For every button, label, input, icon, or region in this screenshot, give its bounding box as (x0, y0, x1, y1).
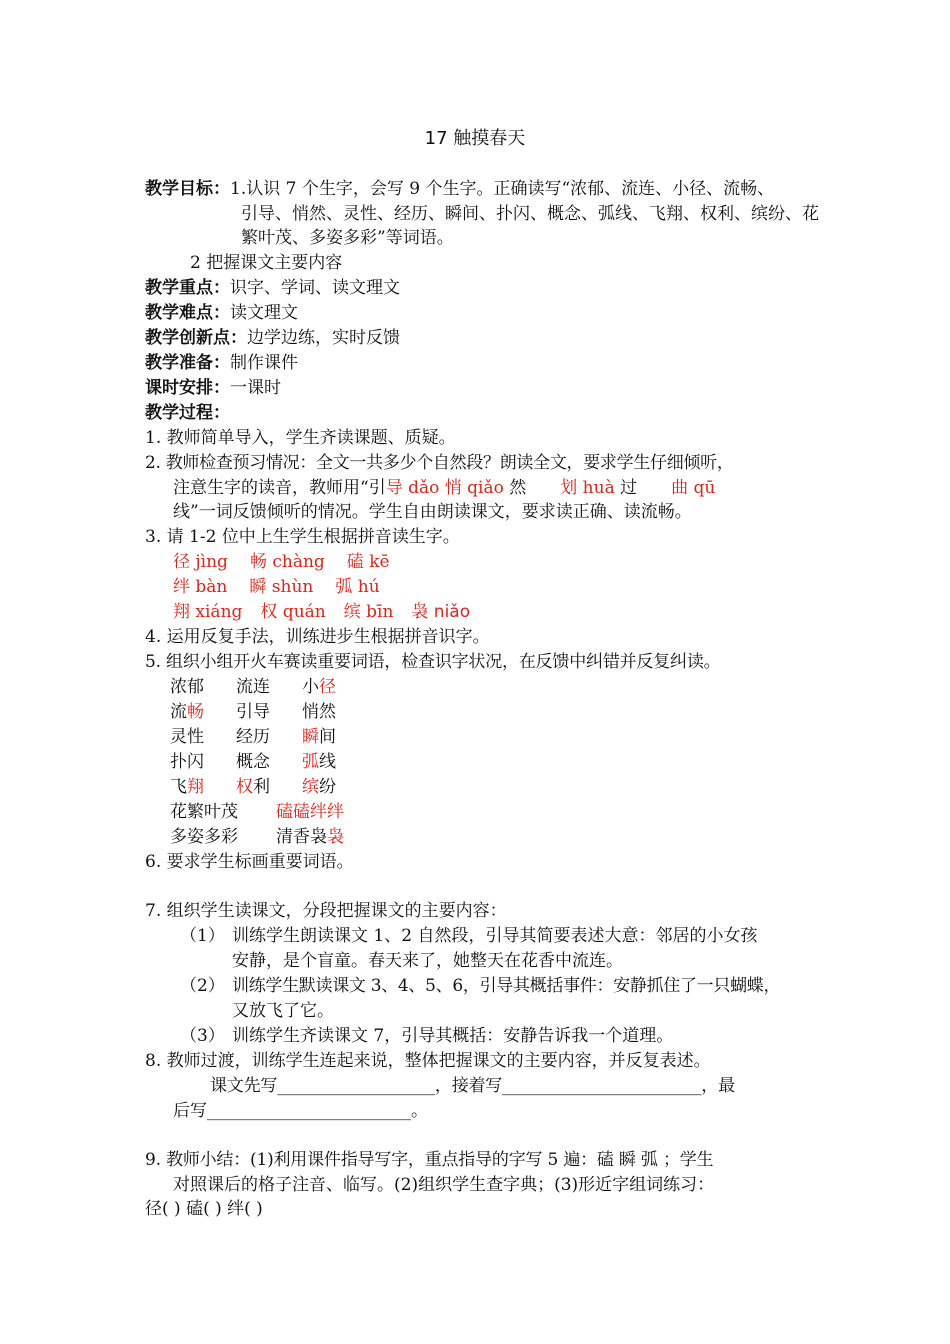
preparation-label: 教学准备： (145, 353, 230, 373)
innovation-value: 边学边练，实时反馈 (247, 328, 400, 348)
goal-label: 教学目标： (145, 179, 230, 199)
sub-1-num: （1） (180, 926, 225, 946)
word-row-3 (170, 725, 336, 749)
step-8-line-1: 8. 教师过渡，训练学生连起来说，整体把握课文的主要内容，并反复表述。 (145, 1051, 711, 1071)
process-label: 教学过程： (145, 403, 230, 423)
word-red: 径 (319, 677, 336, 697)
word-red: 权 (236, 777, 253, 797)
word: 清香袅 (276, 827, 327, 847)
pinyin-item: 磕 kē (346, 552, 390, 572)
step-8-line-3: 后写________________________。 (173, 1101, 428, 1121)
word: 概念 (236, 752, 270, 772)
step-9-line-3: 径( ) 磕( ) 绊( ) (145, 1199, 263, 1219)
word-row-4 (170, 750, 336, 774)
sub-1-line-2: 安静，是个盲童。春天来了，她整天在花香中流连。 (232, 951, 623, 971)
pinyin-item: 翔 xiáng (173, 602, 243, 622)
step-2-red-3: 曲 qū (671, 478, 716, 498)
word-row-5 (170, 775, 336, 799)
step-9-line-2: 对照课后的格子注音、临写。(2)组织学生查字典；(3)形近字组词练习： (173, 1175, 715, 1195)
pinyin-item: 弧 hú (335, 577, 380, 597)
sub-2-line-1 (180, 974, 780, 998)
step-2-red-1: 导 dǎo 悄 qiǎo (385, 478, 504, 498)
word-red: 翔 (187, 777, 204, 797)
goal-text-2: 引导、悄然、灵性、经历、瞬间、扑闪、概念、弧线、飞翔、权利、缤纷、花 (241, 204, 819, 224)
pinyin-item: 畅 chàng (249, 552, 325, 572)
word-row-7 (170, 825, 344, 849)
sub-1-text: 训练学生朗读课文 1、2 自然段，引导其简要表述大意：邻居的小女孩 (232, 926, 758, 946)
pinyin-item: 瞬 shùn (249, 577, 314, 597)
difficulty-row (145, 301, 298, 325)
word: 经历 (236, 727, 270, 747)
step-5: 5. 组织小组开火车赛读重要词语，检查识字状况，在反馈中纠错并反复纠读。 (145, 652, 721, 672)
focus-value: 识字、学词、读文理文 (230, 278, 400, 298)
step-6: 6. 要求学生标画重要词语。 (145, 852, 354, 872)
word: 小 (302, 677, 319, 697)
step-2-line-1: 2. 教师检查预习情况：全文一共多少个自然段？朗读全文，要求学生仔细倾听， (145, 453, 734, 473)
word: 灵性 (170, 727, 204, 747)
word-red: 缤 (302, 777, 319, 797)
sub-1-line-1 (180, 924, 757, 948)
sub-2-text: 训练学生默读课文 3、4、5、6，引导其概括事件：安静抓住了一只蝴蝶， (232, 976, 781, 996)
word: 流 (170, 702, 187, 722)
word: 纷 (319, 777, 336, 797)
step-8-line-2: 课文先写___________________，接着写________________________，最 (210, 1076, 735, 1096)
word: 流连 (236, 677, 270, 697)
step-2-text-b: 然 (503, 478, 527, 498)
pinyin-item: 权 quán (260, 602, 326, 622)
step-2-line-2 (173, 476, 715, 500)
word-red: 畅 (187, 702, 204, 722)
pinyin-item: 缤 bīn (343, 602, 394, 622)
word-red: 袅 (327, 827, 344, 847)
pinyin-item: 径 jìng (173, 552, 228, 572)
word: 利 (253, 777, 270, 797)
step-2-text-c: 过 (614, 478, 638, 498)
step-9-line-1: 9. 教师小结：(1)利用课件指导写字，重点指导的字写 5 遍：磕 瞬 弧 ；学生 (145, 1150, 714, 1170)
sub-3-num: （3） (180, 1026, 225, 1046)
step-1: 1. 教师简单导入，学生齐读课题、质疑。 (145, 428, 456, 448)
preparation-row (145, 351, 298, 375)
word: 浓郁 (170, 677, 204, 697)
difficulty-label: 教学难点： (145, 303, 230, 323)
focus-row (145, 276, 400, 300)
preparation-value: 制作课件 (230, 353, 298, 373)
pinyin-item: 绊 bàn (173, 577, 228, 597)
sub-2-line-2: 又放飞了它。 (232, 1001, 334, 1021)
word-red: 磕磕绊绊 (276, 802, 344, 822)
step-7: 7. 组织学生读课文，分段把握课文的主要内容： (145, 901, 507, 921)
word: 飞 (170, 777, 187, 797)
schedule-value: 一课时 (230, 378, 281, 398)
word-red: 瞬 (302, 727, 319, 747)
word-row-6 (170, 800, 344, 824)
sub-3-line-1 (180, 1024, 673, 1048)
goal-text-3: 繁叶茂、多姿多彩”等词语。 (241, 228, 454, 248)
word: 线 (319, 752, 336, 772)
difficulty-value: 读文理文 (230, 303, 298, 323)
step-4: 4. 运用反复手法，训练进步生根据拼音识字。 (145, 627, 490, 647)
schedule-label: 课时安排： (145, 378, 230, 398)
sub-2-num: （2） (180, 976, 225, 996)
word-red: 弧 (302, 752, 319, 772)
word-row-2 (170, 700, 336, 724)
page-title: 17 触摸春天 (424, 128, 526, 149)
goal-text-1: 1.认识 7 个生字，会写 9 个生字。正确读写“浓郁、流连、小径、流畅、 (230, 179, 775, 199)
sub-3-text: 训练学生齐读课文 7，引导其概括：安静告诉我一个道理。 (232, 1026, 674, 1046)
step-3: 3. 请 1-2 位中上生学生根据拼音读生字。 (145, 527, 460, 547)
goal-text-4: 2 把握课文主要内容 (190, 253, 343, 273)
pinyin-row-1 (173, 550, 390, 574)
schedule-row (145, 376, 281, 400)
innovation-label: 教学创新点： (145, 328, 247, 348)
word: 间 (319, 727, 336, 747)
step-2-text-a: 注意生字的读音，教师用“引 (173, 478, 386, 498)
pinyin-row-2 (173, 575, 380, 599)
word: 引导 (236, 702, 270, 722)
word: 悄然 (302, 702, 336, 722)
word: 多姿多彩 (170, 827, 238, 847)
word: 扑闪 (170, 752, 204, 772)
focus-label: 教学重点： (145, 278, 230, 298)
word: 花繁叶茂 (170, 802, 238, 822)
word-row-1 (170, 675, 336, 699)
goal-row-1 (145, 177, 774, 201)
innovation-row (145, 326, 400, 350)
pinyin-row-3 (173, 600, 470, 624)
step-2-line-3: 线”一词反馈倾听的情况。学生自由朗读课文，要求读正确、读流畅。 (173, 502, 692, 522)
pinyin-item: 袅 niǎo (411, 602, 471, 622)
step-2-red-2: 划 huà (560, 478, 615, 498)
